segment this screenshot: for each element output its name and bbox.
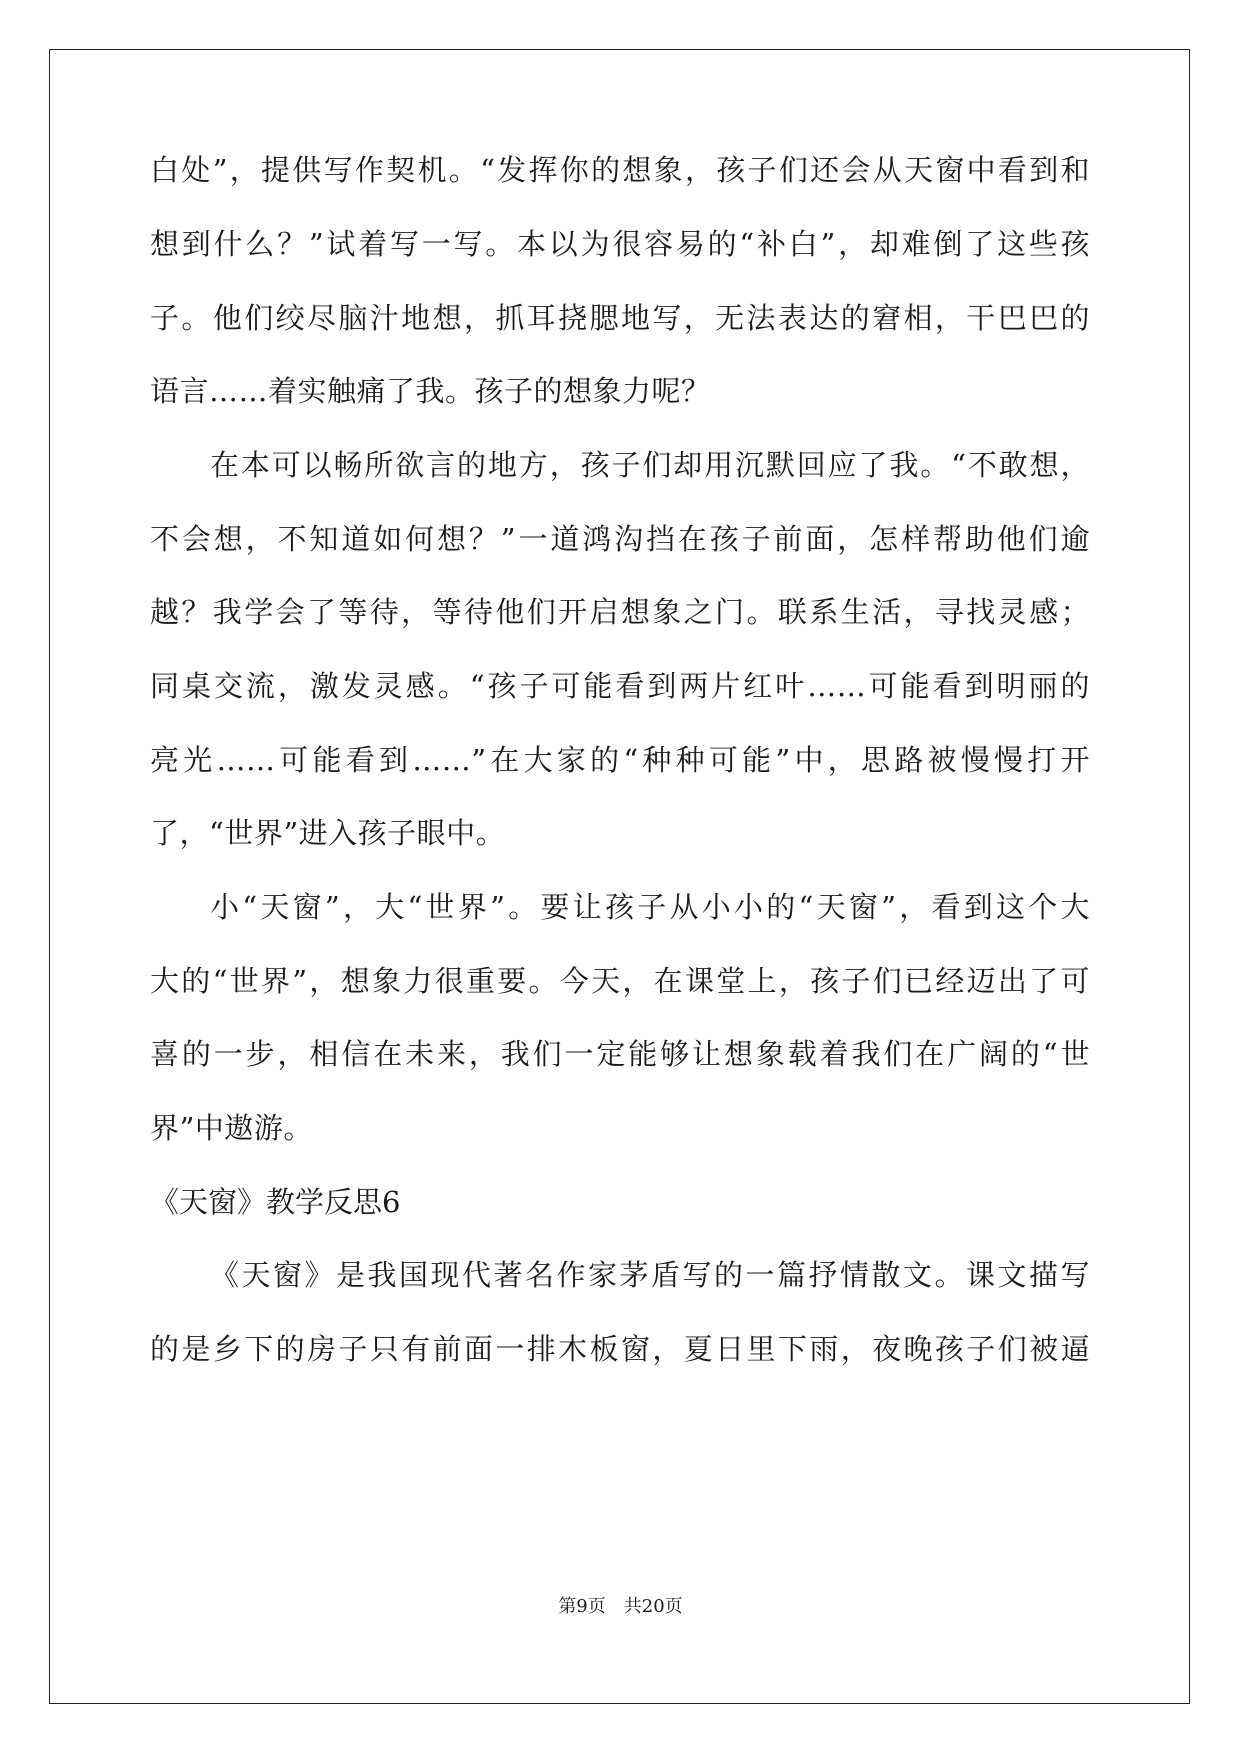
text-line: 喜的一步，相信在未来，我们一定能够让想象载着我们在广阔的“世: [150, 1037, 1090, 1071]
page-footer: 第9页 共20页: [558, 1596, 683, 1617]
text-line: 在本可以畅所欲言的地方，孩子们却用沉默回应了我。“不敢想，: [210, 448, 1090, 482]
text-line: 想到什么？”试着写一写。本以为很容易的“补白”，却难倒了这些孩: [150, 227, 1090, 261]
section-heading: 《天窗》教学反思6: [150, 1185, 401, 1219]
text-line: 《天窗》是我国现代著名作家茅盾写的一篇抒情散文。课文描写: [210, 1258, 1090, 1292]
text-line: 语言……着实触痛了我。孩子的想象力呢？: [150, 374, 711, 408]
text-line: 界”中遨游。: [150, 1111, 313, 1145]
text-line: 子。他们绞尽脑汁地想，抓耳挠腮地写，无法表达的窘相，干巴巴的: [150, 301, 1090, 335]
text-line: 白处”，提供写作契机。“发挥你的想象，孩子们还会从天窗中看到和: [150, 153, 1090, 187]
text-line: 了，“世界”进入孩子眼中。: [150, 816, 506, 850]
text-line: 的是乡下的房子只有前面一排木板窗，夏日里下雨，夜晚孩子们被逼: [150, 1332, 1090, 1366]
text-line: 小“天窗”，大“世界”。要让孩子从小小的“天窗”，看到这个大: [210, 890, 1090, 924]
text-line: 越？我学会了等待，等待他们开启想象之门。联系生活，寻找灵感；: [150, 595, 1090, 629]
text-line: 同桌交流，激发灵感。“孩子可能看到两片红叶……可能看到明丽的: [150, 669, 1090, 703]
text-line: 不会想，不知道如何想？”一道鸿沟挡在孩子前面，怎样帮助他们逾: [150, 522, 1090, 556]
text-line: 大的“世界”，想象力很重要。今天，在课堂上，孩子们已经迈出了可: [150, 964, 1090, 998]
text-line: 亮光……可能看到……”在大家的“种种可能”中，思路被慢慢打开: [150, 743, 1090, 777]
